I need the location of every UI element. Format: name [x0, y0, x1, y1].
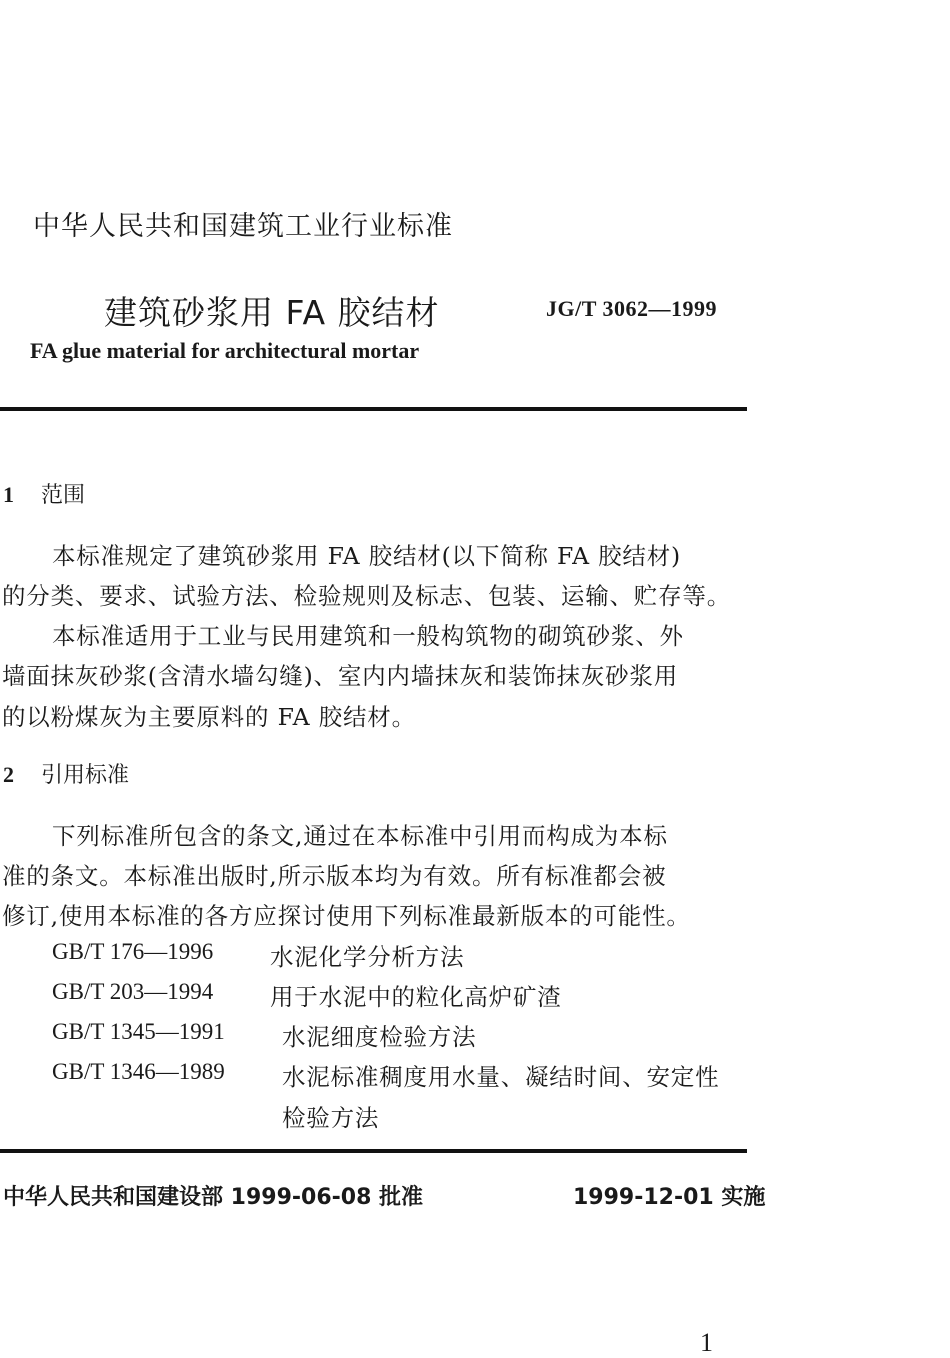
- reference-title: 用于水泥中的粒化高炉矿渣: [270, 983, 562, 1011]
- section-1-heading: [3, 478, 85, 509]
- footer-rule: [0, 1149, 747, 1153]
- reference-code: GB/T 203—1994: [52, 979, 214, 1004]
- english-title: FA glue material for architectural mortar: [30, 338, 420, 363]
- section-2-line-2: 准的条文。本标准出版时,所示版本均为有效。所有标准都会被: [2, 862, 667, 890]
- section-1-line-1: 本标准规定了建筑砂浆用 FA 胶结材(以下简称 FA 胶结材): [52, 542, 681, 570]
- reference-title: 水泥标准稠度用水量、凝结时间、安定性: [282, 1063, 720, 1091]
- reference-code: GB/T 1345—1991: [52, 1019, 225, 1044]
- section-2-number: 2: [3, 762, 14, 787]
- section-1-line-5: 的以粉煤灰为主要原料的 FA 胶结材。: [2, 703, 416, 731]
- reference-title-continued: 检验方法: [282, 1104, 380, 1132]
- reference-title: 水泥细度检验方法: [282, 1023, 477, 1051]
- page-number: 1: [700, 1328, 713, 1357]
- section-2-line-3: 修订,使用本标准的各方应探讨使用下列标准最新版本的可能性。: [2, 902, 691, 930]
- reference-title: 水泥化学分析方法: [270, 943, 465, 971]
- section-2-line-1: 下列标准所包含的条文,通过在本标准中引用而构成为本标: [52, 822, 668, 850]
- effective-date: 1999-12-01 实施: [573, 1185, 766, 1210]
- reference-code: GB/T 1346—1989: [52, 1059, 225, 1084]
- section-2-title: 引用标准: [41, 763, 130, 788]
- section-1-line-2: 的分类、要求、试验方法、检验规则及标志、包装、运输、贮存等。: [2, 582, 731, 610]
- section-1-line-3: 本标准适用于工业与民用建筑和一般构筑物的砌筑砂浆、外: [52, 622, 684, 650]
- issuing-body-header: 中华人民共和国建筑工业行业标准: [33, 211, 453, 242]
- section-1-line-4: 墙面抹灰砂浆(含清水墙勾缝)、室内内墙抹灰和装饰抹灰砂浆用: [2, 662, 679, 690]
- document-title: 建筑砂浆用 FA 胶结材: [104, 293, 440, 332]
- reference-code: GB/T 176—1996: [52, 939, 214, 964]
- section-2-heading: [3, 758, 129, 789]
- section-1-number: 1: [3, 482, 14, 507]
- header-rule: [0, 407, 747, 411]
- approval-statement: 中华人民共和国建设部 1999-06-08 批准: [3, 1185, 424, 1210]
- standard-number: JG/T 3062—1999: [546, 296, 718, 321]
- section-1-title: 范围: [41, 483, 86, 508]
